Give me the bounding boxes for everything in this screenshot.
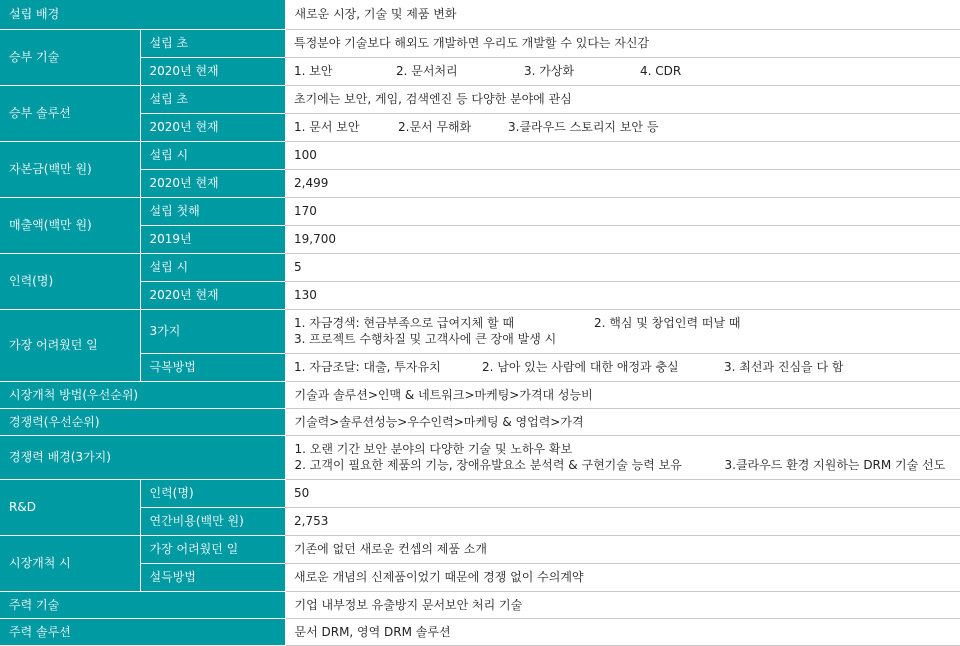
table-row [0,479,960,507]
row-label-founding-background: 설립 배경 [0,0,285,29]
table-row [0,381,960,408]
list-item: 3.클라우드 환경 지원하는 DRM 기술 선도 [725,457,946,473]
sub-label-revenue-current: 2019년 [140,225,285,253]
value-staff-current: 130 [285,281,960,309]
list-item: 2. 핵심 및 창업인력 떠날 때 [594,315,740,331]
value-hardest-three [285,309,960,353]
list-item: 1. 문서 보안 [294,119,398,135]
value-capital-founding: 100 [285,141,960,169]
value-winning-tech-founding: 특정분야 기술보다 해외도 개발하면 우리도 개발할 수 있다는 자신감 [285,29,960,57]
sub-label-capital-founding: 설립 시 [140,141,285,169]
row-label-winning-solution: 승부 솔루션 [0,85,140,141]
row-value-main-solution: 문서 DRM, 영역 DRM 솔루션 [285,618,960,645]
row-label-winning-tech: 승부 기술 [0,29,140,85]
sub-label-staff-current: 2020년 현재 [140,281,285,309]
list-item: 2. 남아 있는 사람에 대한 애정과 충실 [482,359,724,375]
value-winning-solution-founding: 초기에는 보안, 게임, 검색엔진 등 다양한 분야에 관심 [285,85,960,113]
list-item: 3.클라우드 스토리지 보안 등 [508,119,658,135]
sub-label-staff-founding: 설립 시 [140,253,285,281]
row-label-market-method: 시장개척 방법(우선순위) [0,381,285,408]
value-winning-solution-current [285,113,960,141]
value-market-time-persuade: 새로운 개념의 신제품이었기 때문에 경쟁 없이 수의계약 [285,563,960,591]
table-row [0,591,960,618]
table-row [0,141,960,169]
row-value-main-tech: 기업 내부정보 유출방지 문서보안 처리 기술 [285,591,960,618]
sub-label-winning-solution-current: 2020년 현재 [140,113,285,141]
value-winning-tech-current [285,57,960,85]
list-item: 2.문서 무해화 [398,119,508,135]
value-market-time-hardest: 기존에 없던 새로운 컨셉의 제품 소개 [285,535,960,563]
list-item: 1. 보안 [294,63,396,79]
row-label-staff: 인력(명) [0,253,140,309]
table-row [0,507,960,535]
table-row [0,197,960,225]
row-value-founding-background: 새로운 시장, 기술 및 제품 변화 [285,0,960,29]
table-row [0,57,960,85]
table-row [0,29,960,57]
row-value-competitive-background [285,435,960,479]
list-item: 2. 문서처리 [396,63,524,79]
sub-label-winning-solution-founding: 설립 초 [140,85,285,113]
value-rnd-cost: 2,753 [285,507,960,535]
row-label-hardest: 가장 어려웠던 일 [0,309,140,381]
value-staff-founding: 5 [285,253,960,281]
table-row [0,535,960,563]
list-item: 2. 고객이 필요한 제품의 기능, 장애유발요소 분석력 & 구현기술 능력 보유 [295,457,725,473]
row-label-main-tech: 주력 기술 [0,591,285,618]
table-row [0,353,960,381]
row-label-competitive-background: 경쟁력 배경(3가지) [0,435,285,479]
value-hardest-overcome [285,353,960,381]
value-revenue-current: 19,700 [285,225,960,253]
table-row [0,225,960,253]
list-item: 3. 최선과 진심을 다 함 [724,359,843,375]
table-row [0,618,960,645]
list-item: 1. 자금경색: 현금부족으로 급여지체 할 때 [294,315,594,331]
value-revenue-founding: 170 [285,197,960,225]
table-row [0,408,960,435]
row-label-competitiveness: 경쟁력(우선순위) [0,408,285,435]
table-row [0,309,960,353]
row-label-main-solution: 주력 솔루션 [0,618,285,645]
table-row [0,113,960,141]
sub-label-hardest-overcome: 극복방법 [140,353,285,381]
table-row [0,435,960,479]
sub-label-capital-current: 2020년 현재 [140,169,285,197]
list-item: 4. CDR [640,63,681,79]
row-label-market-time: 시장개척 시 [0,535,140,591]
list-item: 3. 가상화 [524,63,640,79]
table-row [0,253,960,281]
sub-label-market-time-hardest: 가장 어려웠던 일 [140,535,285,563]
list-item: 1. 자금조달: 대출, 투자유치 [294,359,482,375]
table-row [0,85,960,113]
table-row [0,0,960,29]
table-row [0,281,960,309]
sub-label-revenue-founding: 설립 첫해 [140,197,285,225]
value-rnd-staff: 50 [285,479,960,507]
row-label-capital: 자본금(백만 원) [0,141,140,197]
row-label-rnd: R&D [0,479,140,535]
sub-label-winning-tech-current: 2020년 현재 [140,57,285,85]
value-capital-current: 2,499 [285,169,960,197]
list-item: 1. 오랜 기간 보안 분야의 다양한 기술 및 노하우 확보 [295,441,960,457]
sub-label-winning-tech-founding: 설립 초 [140,29,285,57]
row-value-market-method: 기술과 솔루션>인맥 & 네트워크>마케팅>가격대 성능비 [285,381,960,408]
row-value-competitiveness: 기술력>솔루션성능>우수인력>마케팅 & 영업력>가격 [285,408,960,435]
row-label-revenue: 매출액(백만 원) [0,197,140,253]
sub-label-market-time-persuade: 설득방법 [140,563,285,591]
sub-label-hardest-three: 3가지 [140,309,285,353]
table-row [0,169,960,197]
list-item: 3. 프로젝트 수행차질 및 고객사에 큰 장애 발생 시 [294,331,960,347]
sub-label-rnd-staff: 인력(명) [140,479,285,507]
sub-label-rnd-cost: 연간비용(백만 원) [140,507,285,535]
table-row [0,563,960,591]
